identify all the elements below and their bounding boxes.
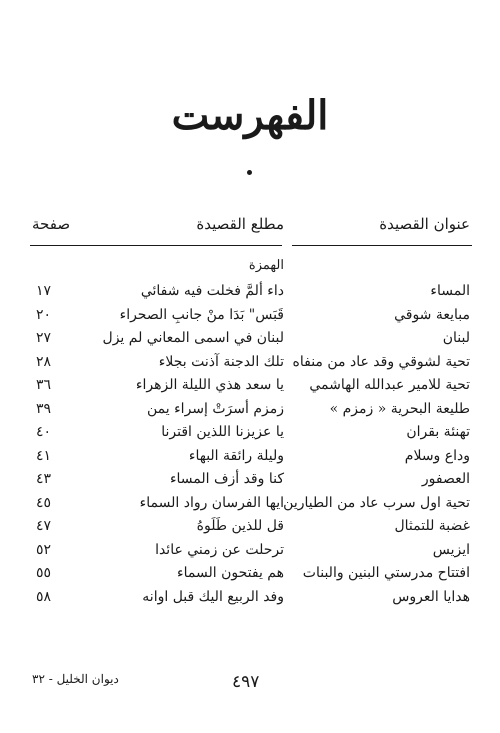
opening-line-cell: قَبَس" بَدَا منْ جانبِ الصحراء bbox=[119, 306, 284, 323]
page-number-cell: ١٧ bbox=[36, 283, 52, 299]
poem-title-cell: مبايعة شوقي bbox=[394, 306, 470, 323]
page-number-cell: ٤٧ bbox=[36, 518, 52, 534]
table-row bbox=[0, 283, 500, 307]
poem-title-cell: العصفور bbox=[421, 471, 470, 487]
page-number-cell: ٤٠ bbox=[36, 424, 52, 440]
table-row bbox=[0, 542, 500, 566]
page-footer bbox=[0, 672, 500, 696]
header-rule-right bbox=[292, 245, 472, 246]
poem-title-cell: ايزيس bbox=[432, 541, 470, 558]
opening-line-cell: ترحلت عن زمني عائدا bbox=[155, 541, 284, 558]
opening-line-cell: كنا وقد أزف المساء bbox=[169, 471, 284, 487]
table-row bbox=[0, 377, 500, 401]
page-number-cell: ٤٥ bbox=[36, 494, 52, 511]
poem-title-cell: تحية للامير عبدالله الهاشمي bbox=[309, 377, 470, 393]
page-number-cell: ٢٧ bbox=[36, 330, 52, 346]
footer-book-title: ديوان الخليل - ٣٢ bbox=[32, 672, 119, 686]
footer-page-number: ٤٩٧ bbox=[232, 672, 260, 692]
table-row bbox=[0, 471, 500, 495]
opening-line-cell: لبنان في اسمى المعاني لم يزل bbox=[102, 330, 284, 346]
section-label: الهمزة bbox=[248, 258, 284, 273]
page-number-cell: ٥٢ bbox=[36, 541, 52, 558]
poem-title-cell: غضبة للتمثال bbox=[394, 518, 470, 534]
opening-line-cell: يا سعد هذي الليلة الزهراء bbox=[135, 377, 284, 393]
table-row bbox=[0, 518, 500, 542]
opening-line-cell: هم يفتحون السماء bbox=[177, 565, 284, 581]
table-row bbox=[0, 330, 500, 354]
opening-line-cell: قل للذين طَلَوهُ bbox=[196, 518, 284, 534]
poem-title-cell: تحية اول سرب عاد من الطيارين bbox=[283, 494, 470, 511]
poem-title-cell: طليعة البحرية « زمزم » bbox=[329, 400, 470, 417]
index-table bbox=[0, 283, 500, 612]
page-number-cell: ٥٨ bbox=[36, 588, 52, 605]
column-header-poem-title: عنوان القصيدة bbox=[379, 215, 470, 233]
page-number-cell: ٣٩ bbox=[36, 400, 52, 417]
poem-title-cell: وداع وسلام bbox=[404, 447, 470, 464]
poem-title-cell: تحية لشوقي وقد عاد من منفاه bbox=[292, 353, 470, 370]
table-row bbox=[0, 401, 500, 425]
opening-line-cell: وفد الربيع اليك قبل اوانه bbox=[142, 588, 284, 605]
opening-line-cell: تلك الدجنة آذنت بجلاء bbox=[158, 353, 284, 370]
opening-line-cell: يا عزيزنا اللذين اقترنا bbox=[161, 424, 284, 440]
ornament-dot bbox=[247, 170, 252, 175]
opening-line-cell: زمزم أسرَتْ إسراء يمن bbox=[147, 400, 284, 417]
opening-line-cell: ايها الفرسان رواد السماء bbox=[139, 494, 284, 511]
opening-line-cell: وليلة رائقة البهاء bbox=[188, 447, 284, 464]
page-number-cell: ٣٦ bbox=[36, 377, 52, 393]
page-title: الفهرست bbox=[171, 92, 329, 139]
table-row bbox=[0, 565, 500, 589]
header-rule-left bbox=[30, 245, 282, 246]
poem-title-cell: تهنئة بقران bbox=[406, 424, 470, 440]
table-row bbox=[0, 495, 500, 519]
table-row bbox=[0, 424, 500, 448]
page-number-cell: ٢٨ bbox=[36, 353, 52, 370]
page-number-cell: ٤١ bbox=[36, 447, 52, 464]
column-header-opening: مطلع القصيدة bbox=[196, 215, 284, 233]
table-row bbox=[0, 307, 500, 331]
table-row bbox=[0, 354, 500, 378]
poem-title-cell: هدايا العروس bbox=[392, 588, 470, 605]
page-number-cell: ٤٣ bbox=[36, 471, 52, 487]
page-number-cell: ٥٥ bbox=[36, 565, 52, 581]
poem-title-cell: المساء bbox=[430, 283, 470, 299]
page-number-cell: ٢٠ bbox=[36, 306, 52, 323]
table-row bbox=[0, 448, 500, 472]
column-header-page: صفحة bbox=[32, 215, 71, 233]
table-row bbox=[0, 589, 500, 613]
opening-line-cell: داء ألمَّ فخلت فيه شفائي bbox=[140, 283, 284, 299]
poem-title-cell: لبنان bbox=[442, 330, 470, 346]
poem-title-cell: افتتاح مدرستي البنين والبنات bbox=[302, 565, 470, 581]
